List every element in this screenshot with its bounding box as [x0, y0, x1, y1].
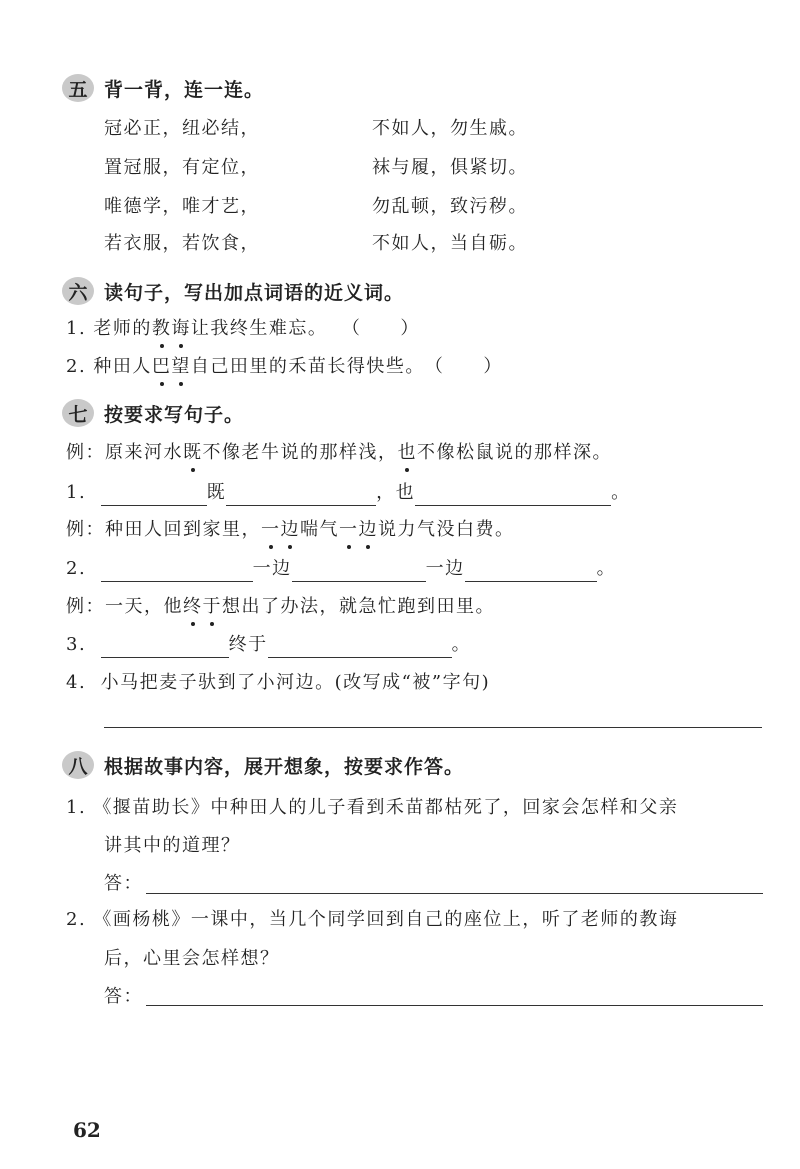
s5-right-1[interactable]: 不如人，勿生戚。: [372, 118, 528, 139]
s8-question-1-line-1: 1. 《揠苗助长》中种田人的儿子看到禾苗都枯死了，回家会怎样和父亲: [66, 797, 679, 818]
section-8-header: [62, 749, 464, 781]
s7-q1-blank-1[interactable]: [101, 485, 207, 506]
s5-right-4[interactable]: 不如人，当自砺。: [372, 233, 528, 254]
s8-question-2-line-1: 2. 《画杨桃》一课中，当几个同学回到自己的座位上，听了老师的教诲: [66, 909, 679, 930]
s5-left-4[interactable]: 若衣服，若饮食，: [104, 233, 260, 254]
s7-example-1: 例：原来河水既不像老牛说的那样浅，也不像松鼠说的那样深。: [66, 440, 612, 466]
section-5-number: 五: [62, 74, 94, 102]
s7-question-2: 2. 一边 一边 。: [66, 556, 616, 582]
s8-question-1-line-2: 讲其中的道理？: [104, 835, 241, 856]
s7-q1-blank-2[interactable]: [226, 485, 376, 506]
s7-example-3: 例：一天，他终于想出了办法，就急忙跑到田里。: [66, 594, 495, 620]
s7-q1-blank-3[interactable]: [415, 485, 611, 506]
section-6-header: [62, 275, 404, 307]
s7-example-2: 例：种田人回到家里，一边喘气一边说力气没白费。: [66, 517, 515, 543]
s5-left-2[interactable]: 置冠服，有定位，: [104, 157, 260, 178]
s5-left-3[interactable]: 唯德学，唯才艺，: [104, 196, 260, 217]
s5-left-1[interactable]: 冠必正，纽必结，: [104, 118, 260, 139]
s8-question-2-line-2: 后，心里会怎样想？: [104, 948, 280, 969]
section-6-number: 六: [62, 277, 94, 305]
s6-answer-1[interactable]: （ ）: [341, 318, 420, 339]
s6-question-1: 1. 老师的教诲让我终生难忘。 （ ）: [66, 316, 420, 342]
s7-q3-blank-1[interactable]: [101, 637, 229, 658]
s7-question-4: 4. 小马把麦子驮到了小河边。(改写成“被”字句): [66, 672, 491, 693]
s7-q2-blank-2[interactable]: [292, 561, 426, 582]
s8-answer-2-line[interactable]: [146, 1004, 763, 1006]
section-8-title: 根据故事内容，展开想象，按要求作答。: [104, 755, 465, 778]
section-8-number: 八: [62, 751, 94, 779]
s6-answer-2[interactable]: （ ）: [424, 356, 503, 377]
section-7-header: [62, 397, 244, 429]
s6-question-2: 2. 种田人巴望自己田里的禾苗长得快些。（ ）: [66, 354, 503, 380]
page-number: 62: [73, 1118, 101, 1142]
section-5-header: [62, 72, 264, 104]
s8-answer-1-label: 答：: [104, 873, 143, 894]
s7-question-3: 3. 终于 。: [66, 632, 471, 658]
s8-answer-2-label: 答：: [104, 986, 143, 1007]
s8-answer-1-line[interactable]: [146, 892, 763, 894]
section-7-title: 按要求写句子。: [104, 403, 245, 426]
section-5-title: 背一背，连一连。: [104, 78, 265, 101]
s7-q3-blank-2[interactable]: [268, 637, 452, 658]
section-7-number: 七: [62, 399, 94, 427]
section-6-title: 读句子，写出加点词语的近义词。: [104, 281, 405, 304]
s7-question-1: 1. 既 ，也 。: [66, 480, 631, 506]
s7-q2-blank-3[interactable]: [465, 561, 597, 582]
s7-q2-blank-1[interactable]: [101, 561, 253, 582]
s5-right-3[interactable]: 勿乱顿，致污秽。: [372, 196, 528, 217]
s7-q4-answer-line[interactable]: [104, 726, 762, 728]
s5-right-2[interactable]: 袜与履，俱紧切。: [372, 157, 528, 178]
